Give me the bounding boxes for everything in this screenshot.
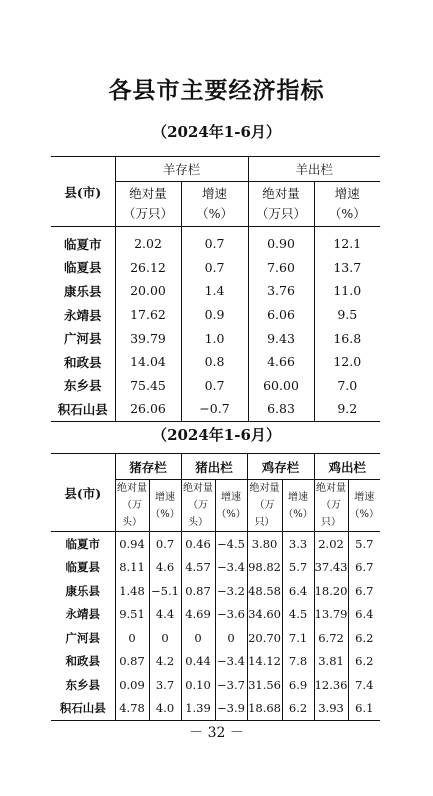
table-cell: 7.60 bbox=[248, 256, 314, 280]
table-cell: 9.2 bbox=[314, 397, 380, 421]
county-name: 康乐县 bbox=[63, 283, 102, 299]
table-cell: 0.7 bbox=[149, 532, 181, 556]
table-cell: 12.0 bbox=[314, 350, 380, 374]
table-cell: 4.78 bbox=[115, 697, 149, 721]
table-cell: 6.1 bbox=[348, 697, 380, 721]
table-cell: 4.4 bbox=[149, 603, 181, 627]
column-header: 增速 （%） bbox=[181, 182, 248, 227]
table2-period: （2024年1-6月） bbox=[152, 426, 281, 444]
table-row bbox=[51, 279, 380, 303]
table-cell: 5.7 bbox=[282, 556, 314, 580]
table-cell: 75.45 bbox=[115, 374, 181, 398]
table-cell: 6.06 bbox=[248, 303, 314, 327]
table-cell: 20.70 bbox=[247, 626, 282, 650]
column-header: 绝对量 （万头） bbox=[115, 480, 149, 532]
table-cell: 37.43 bbox=[314, 556, 348, 580]
table-cell: −3.4 bbox=[215, 650, 247, 674]
county-name: 广河县 bbox=[63, 331, 102, 347]
table-cell: 0.87 bbox=[115, 650, 149, 674]
table-cell: 98.82 bbox=[247, 556, 282, 580]
group-header: 羊存栏 bbox=[115, 157, 248, 182]
table-cell: 39.79 bbox=[115, 326, 181, 350]
county-name: 广河县 bbox=[65, 630, 100, 645]
table-cell: −3.6 bbox=[215, 603, 247, 627]
table-cell: −5.1 bbox=[149, 579, 181, 603]
table-cell: 6.4 bbox=[348, 603, 380, 627]
table-cell: 16.8 bbox=[314, 326, 380, 350]
table-cell: 14.04 bbox=[115, 350, 181, 374]
table-cell: 26.06 bbox=[115, 397, 181, 421]
table-cell: 3.7 bbox=[149, 673, 181, 697]
table-cell: 1.39 bbox=[181, 697, 215, 721]
table-cell: 6.2 bbox=[348, 626, 380, 650]
table-cell: 6.2 bbox=[282, 697, 314, 721]
table-cell: 1.0 bbox=[181, 326, 248, 350]
table-row bbox=[51, 673, 380, 697]
table-cell: 12.36 bbox=[314, 673, 348, 697]
column-header: 绝对量 （万头） bbox=[181, 480, 215, 532]
table-cell: 6.72 bbox=[314, 626, 348, 650]
county-name: 和政县 bbox=[63, 354, 102, 370]
table-cell: 11.0 bbox=[314, 279, 380, 303]
county-name: 临夏县 bbox=[63, 260, 102, 276]
table-cell: −3.9 bbox=[215, 697, 247, 721]
table-cell: 18.68 bbox=[247, 697, 282, 721]
table-cell: 0.87 bbox=[181, 579, 215, 603]
column-header: 增速 （%） bbox=[348, 480, 380, 532]
table-cell: 4.69 bbox=[181, 603, 215, 627]
livestock-table bbox=[51, 453, 380, 721]
column-header: 增速 （%） bbox=[149, 480, 181, 532]
table-cell: −4.5 bbox=[215, 532, 247, 556]
table-cell: 7.8 bbox=[282, 650, 314, 674]
table-cell: 9.51 bbox=[115, 603, 149, 627]
table-cell: 12.1 bbox=[314, 227, 380, 256]
county-name: 东乡县 bbox=[63, 378, 102, 394]
table-cell: 26.12 bbox=[115, 256, 181, 280]
table-row bbox=[51, 397, 380, 421]
table-row bbox=[51, 350, 380, 374]
table-cell: 1.4 bbox=[181, 279, 248, 303]
table-cell: 4.66 bbox=[248, 350, 314, 374]
table-row bbox=[51, 374, 380, 398]
column-header: 绝对量 （万只） bbox=[248, 182, 314, 227]
row-header: 县(市) bbox=[51, 454, 115, 532]
county-name: 临夏市 bbox=[65, 536, 100, 551]
table-cell: 0 bbox=[181, 626, 215, 650]
table-row bbox=[51, 227, 380, 256]
column-header: 绝对量 （万只） bbox=[314, 480, 348, 532]
county-name: 积石山县 bbox=[59, 701, 106, 716]
group-header: 鸡存栏 bbox=[247, 454, 314, 480]
table-cell: 4.0 bbox=[149, 697, 181, 721]
table-row bbox=[51, 626, 380, 650]
table-cell: 0.7 bbox=[181, 256, 248, 280]
table-cell: −3.7 bbox=[215, 673, 247, 697]
table-cell: 0.7 bbox=[181, 227, 248, 256]
table-cell: 0.8 bbox=[181, 350, 248, 374]
table-cell: 60.00 bbox=[248, 374, 314, 398]
table-cell: 0 bbox=[149, 626, 181, 650]
table-cell: 13.7 bbox=[314, 256, 380, 280]
table-cell: 5.7 bbox=[348, 532, 380, 556]
column-header: 增速 （%） bbox=[215, 480, 247, 532]
table-row bbox=[51, 650, 380, 674]
table-cell: 9.5 bbox=[314, 303, 380, 327]
table-cell: 0 bbox=[215, 626, 247, 650]
table-row bbox=[51, 697, 380, 721]
table-cell: 3.3 bbox=[282, 532, 314, 556]
table-cell: −0.7 bbox=[181, 397, 248, 421]
table-row bbox=[51, 326, 380, 350]
table-cell: 4.2 bbox=[149, 650, 181, 674]
table-row bbox=[51, 256, 380, 280]
group-header: 羊出栏 bbox=[248, 157, 380, 182]
column-header: 增速 （%） bbox=[282, 480, 314, 532]
table-cell: −3.4 bbox=[215, 556, 247, 580]
county-name: 和政县 bbox=[65, 654, 100, 669]
table-cell: 3.81 bbox=[314, 650, 348, 674]
column-header: 绝对量 （万只） bbox=[247, 480, 282, 532]
table-cell: 13.79 bbox=[314, 603, 348, 627]
table-cell: 6.7 bbox=[348, 579, 380, 603]
county-name: 临夏市 bbox=[63, 236, 102, 252]
page-title: 各县市主要经济指标 bbox=[108, 77, 325, 104]
table-cell: 31.56 bbox=[247, 673, 282, 697]
county-name: 永靖县 bbox=[65, 607, 100, 622]
sheep-table bbox=[51, 156, 380, 422]
table-cell: 9.43 bbox=[248, 326, 314, 350]
table-row bbox=[51, 556, 380, 580]
table-cell: 0.10 bbox=[181, 673, 215, 697]
table-cell: 1.48 bbox=[115, 579, 149, 603]
table-cell: 18.20 bbox=[314, 579, 348, 603]
table-cell: 6.4 bbox=[282, 579, 314, 603]
table-cell: 4.6 bbox=[149, 556, 181, 580]
table-cell: 0 bbox=[115, 626, 149, 650]
table-cell: 7.4 bbox=[348, 673, 380, 697]
table-cell: 4.5 bbox=[282, 603, 314, 627]
table-cell: 0.9 bbox=[181, 303, 248, 327]
column-header: 增速 （%） bbox=[314, 182, 380, 227]
county-name: 临夏县 bbox=[65, 560, 100, 575]
table-cell: 7.1 bbox=[282, 626, 314, 650]
table-row bbox=[51, 603, 380, 627]
table-cell: 6.7 bbox=[348, 556, 380, 580]
row-header: 县(市) bbox=[51, 157, 115, 227]
table-row bbox=[51, 303, 380, 327]
group-header: 鸡出栏 bbox=[314, 454, 380, 480]
table-cell: 6.9 bbox=[282, 673, 314, 697]
table-row bbox=[51, 579, 380, 603]
table-cell: −3.2 bbox=[215, 579, 247, 603]
column-header: 绝对量 （万只） bbox=[115, 182, 181, 227]
county-name: 积石山县 bbox=[57, 401, 108, 417]
county-name: 康乐县 bbox=[65, 583, 100, 598]
table-cell: 0.90 bbox=[248, 227, 314, 256]
table-cell: 48.58 bbox=[247, 579, 282, 603]
page-number: － 32 － bbox=[189, 725, 244, 741]
county-name: 永靖县 bbox=[63, 307, 102, 323]
table-cell: 0.09 bbox=[115, 673, 149, 697]
table-cell: 3.76 bbox=[248, 279, 314, 303]
table-cell: 0.7 bbox=[181, 374, 248, 398]
table-cell: 3.93 bbox=[314, 697, 348, 721]
table-cell: 14.12 bbox=[247, 650, 282, 674]
table-cell: 4.57 bbox=[181, 556, 215, 580]
table-cell: 3.80 bbox=[247, 532, 282, 556]
county-name: 东乡县 bbox=[65, 677, 100, 692]
table-cell: 0.44 bbox=[181, 650, 215, 674]
table-cell: 6.2 bbox=[348, 650, 380, 674]
table-cell: 6.83 bbox=[248, 397, 314, 421]
table-cell: 7.0 bbox=[314, 374, 380, 398]
table-cell: 8.11 bbox=[115, 556, 149, 580]
table-cell: 17.62 bbox=[115, 303, 181, 327]
table-cell: 0.94 bbox=[115, 532, 149, 556]
group-header: 猪存栏 bbox=[115, 454, 181, 480]
table1-period: （2024年1-6月） bbox=[152, 123, 281, 141]
table-cell: 0.46 bbox=[181, 532, 215, 556]
table-cell: 20.00 bbox=[115, 279, 181, 303]
table-row bbox=[51, 532, 380, 556]
table-cell: 34.60 bbox=[247, 603, 282, 627]
table-cell: 2.02 bbox=[314, 532, 348, 556]
table-cell: 2.02 bbox=[115, 227, 181, 256]
group-header: 猪出栏 bbox=[181, 454, 247, 480]
